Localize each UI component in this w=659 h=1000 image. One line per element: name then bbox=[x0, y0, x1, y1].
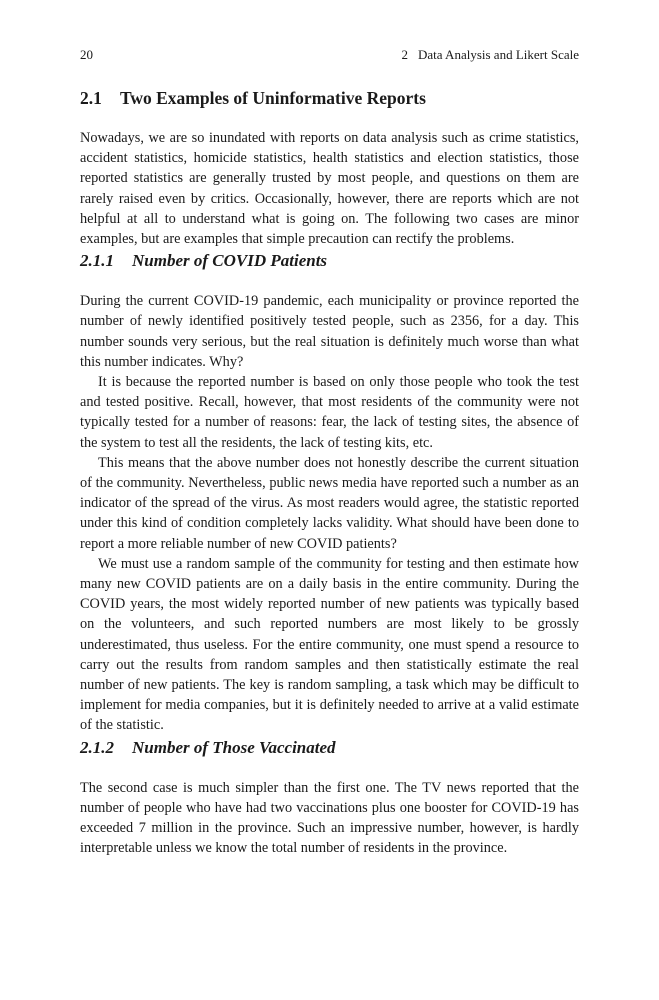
subsection-1-number: 2.1.1 bbox=[80, 251, 114, 271]
page-number: 20 bbox=[80, 47, 93, 62]
running-head bbox=[80, 46, 579, 64]
subsection-2-heading bbox=[80, 736, 579, 760]
subsection-1-paragraph-1: During the current COVID-19 pandemic, each municipality or province reported the number of newly identified positively tested people, such as 2356, for a day. This number sounds very serious, but the real situation is definitely much worse than what this number indicates. Why? bbox=[80, 293, 579, 370]
subsection-1-title: Number of COVID Patients bbox=[132, 251, 328, 271]
chapter-number: 2 bbox=[401, 47, 408, 62]
subsection-1-heading bbox=[80, 249, 579, 273]
subsection-1-paragraph-4: We must use a random sample of the community for testing and then estimate how many new COVID patients are on a daily basis in the entire community. During the COVID years, the most widely reported number of new patients was typically based on the volunteers, and such reported numbers are most likely to be grossly underestimated, thus useless. For the entire community, one must spend a resource to carry out the results from random samples and then statistically estimate the real number of new patients. The key is random sampling, a task which may be difficult to implement for media companies, but it is definitely needed to arrive at a valid estimate of the statistic. bbox=[80, 555, 579, 734]
section-title: Two Examples of Uninformative Reports bbox=[120, 88, 426, 108]
chapter-title: Data Analysis and Likert Scale bbox=[417, 47, 579, 62]
subsection-2-paragraph-1: The second case is much simpler than the first one. The TV news reported that the number of people who have had two vaccinations plus one booster for COVID-19 has exceeded 7 million in the province. Such an impressive number, however, is hardly interpretable unless we know the total number of residents in the province. bbox=[80, 779, 579, 857]
section-heading bbox=[80, 86, 579, 110]
book-page bbox=[80, 46, 579, 859]
section-body bbox=[80, 128, 579, 249]
section-number: 2.1 bbox=[80, 88, 102, 108]
chapter-header bbox=[401, 46, 579, 64]
subsection-1-paragraph-2: It is because the reported number is based on only those people who took the test and tested positive. Recall, however, that most residents of the community were not typically tested for a number of reasons: fear, the lack of testing sites, the absence of the system to test all the residents, the lack of testing kits, etc. bbox=[80, 374, 579, 451]
subsection-2-number: 2.1.2 bbox=[80, 737, 114, 757]
subsection-2-title: Number of Those Vaccinated bbox=[132, 737, 336, 757]
subsection-2-body bbox=[80, 778, 579, 859]
subsection-1-paragraph-3: This means that the above number does not honestly describe the current situation of the community. Nevertheless, public news media have reported such a number as an indicator of the spread of the virus. As most readers would agree, the statistic reported under this kind of condition completely lacks validity. What should have been done to report a more reliable number of new COVID patients? bbox=[80, 454, 579, 552]
subsection-1-body bbox=[80, 291, 579, 735]
section-paragraph-1: Nowadays, we are so inundated with reports on data analysis such as crime statistics, accident statistics, homicide statistics, health statistics and election statistics, those reported statistics are generally trusted by most people, and questions on them are rarely raised even by critics. Occasionally, however, there are reports which are not helpful at all to understand what is going on. The following two cases are minor examples, but are examples that simple precaution can rectify the problems. bbox=[80, 130, 579, 248]
